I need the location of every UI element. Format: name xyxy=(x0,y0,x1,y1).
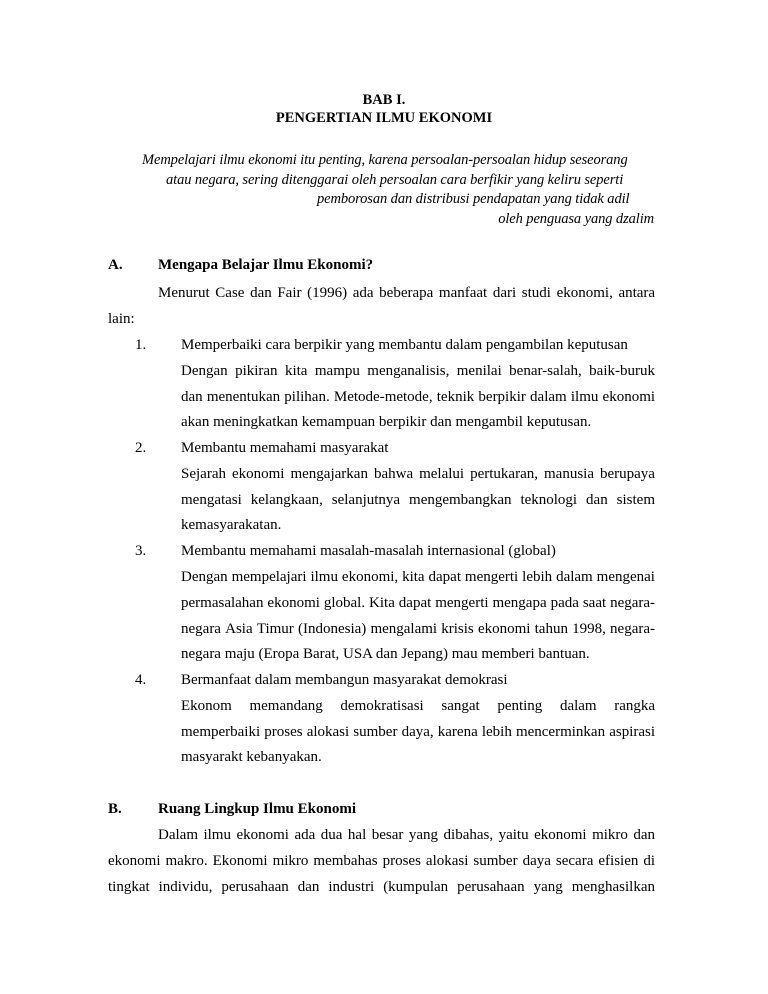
list-item-number: 1. xyxy=(135,337,147,353)
list-item-text: kemasyarakatan. xyxy=(181,517,282,533)
paragraph-line: ekonomi makro. Ekonomi mikro membahas proses alokasi sumber daya secara efisien di xyxy=(108,853,655,869)
list-item-title: Membantu memahami masyarakat xyxy=(181,440,389,456)
list-item-text: Sejarah ekonomi mengajarkan bahwa melalui pertukaran, manusia berupaya xyxy=(181,466,655,482)
section-a-intro-cont: lain: xyxy=(108,311,135,327)
paragraph-line: tingkat individu, perusahaan dan industri (kumpulan perusahaan yang menghasilkan xyxy=(108,879,655,895)
list-item-number: 3. xyxy=(135,543,147,559)
section-a-marker: A. xyxy=(108,257,123,273)
section-a-intro: Menurut Case dan Fair (1996) ada beberapa manfaat dari studi ekonomi, antara xyxy=(158,285,655,301)
list-item-text: memperbaiki proses alokasi sumber daya, karena lebih mencerminkan aspirasi xyxy=(181,724,655,740)
list-item-text: negara Asia Timur (Indonesia) mengalami krisis ekonomi tahun 1998, negara- xyxy=(181,621,655,637)
list-item-text: Dengan pikiran kita mampu menganalisis, menilai benar-salah, baik-buruk xyxy=(181,363,655,379)
list-item-text: masyarakt kebanyakan. xyxy=(181,749,322,765)
list-item-number: 2. xyxy=(135,440,147,456)
epigraph-line: pemborosan dan distribusi pendapatan yang tidak adil xyxy=(317,191,630,207)
epigraph-line: atau negara, sering ditenggarai oleh persoalan cara berfikir yang keliru seperti xyxy=(166,172,624,188)
list-item-title: Membantu memahami masalah-masalah internasional (global) xyxy=(181,543,556,559)
section-a-title: Mengapa Belajar Ilmu Ekonomi? xyxy=(158,257,374,273)
list-item-text: mengatasi kelangkaan, selanjutnya mengembangkan teknologi dan sistem xyxy=(181,492,655,508)
section-b-marker: B. xyxy=(108,801,122,817)
list-item-title: Memperbaiki cara berpikir yang membantu dalam pengambilan keputusan xyxy=(181,337,628,353)
paragraph-line: Dalam ilmu ekonomi ada dua hal besar yang dibahas, yaitu ekonomi mikro dan xyxy=(158,827,655,843)
list-item-text: negara maju (Eropa Barat, USA dan Jepang) mau memberi bantuan. xyxy=(181,646,590,662)
chapter-label: BAB I. xyxy=(362,92,406,108)
epigraph-line: Mempelajari ilmu ekonomi itu penting, karena persoalan-persoalan hidup seseorang xyxy=(142,152,628,168)
chapter-title: PENGERTIAN ILMU EKONOMI xyxy=(275,110,493,126)
section-b-title: Ruang Lingkup Ilmu Ekonomi xyxy=(158,801,357,817)
list-item-text: permasalahan ekonomi global. Kita dapat mengerti mengapa pada saat negara- xyxy=(181,595,655,611)
list-item-number: 4. xyxy=(135,672,147,688)
list-item-title: Bermanfaat dalam membangun masyarakat demokrasi xyxy=(181,672,508,688)
list-item-text: dan menentukan pilihan. Metode-metode, teknik berpikir dalam ilmu ekonomi xyxy=(181,389,655,405)
list-item-text: Ekonom memandang demokratisasi sangat penting dalam rangka xyxy=(181,698,655,714)
epigraph-line: oleh penguasa yang dzalim xyxy=(498,211,654,227)
list-item-text: akan meningkatkan kemampuan berpikir dan mengambil keputusan. xyxy=(181,414,592,430)
list-item-text: Dengan mempelajari ilmu ekonomi, kita dapat mengerti lebih dalam mengenai xyxy=(181,569,655,585)
